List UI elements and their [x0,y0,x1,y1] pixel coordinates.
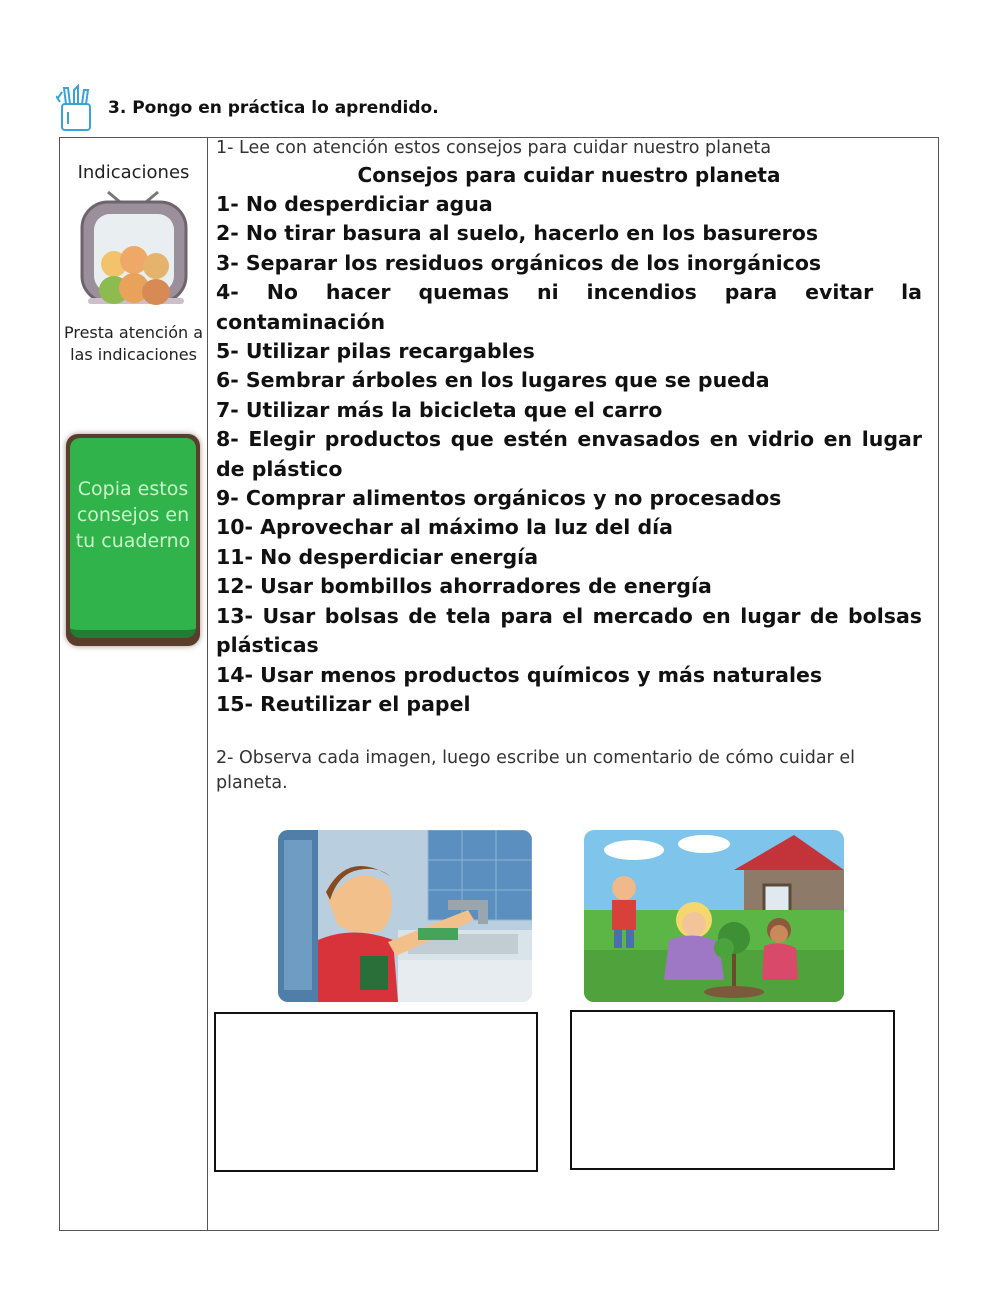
tip-item: 6- Sembrar árboles en los lugares que se pueda [216,368,770,393]
instruction-2: 2- Observa cada imagen, luego escribe un comentario de cómo cuidar el planeta. [216,748,855,793]
kids-watching-tv-icon [78,190,190,324]
answer-box-1[interactable] [214,1012,538,1172]
tip-item: 8- Elegir productos que estén envasados en vidrio en lugar de plástico [216,427,922,481]
pencil-cup-icon [56,84,96,134]
copy-tips-text: Copia estos consejos en tu cuaderno [75,478,191,552]
tip-item: 2- No tirar basura al suelo, hacerlo en los basureros [216,221,819,246]
tip-item: 10- Aprovechar al máximo la luz del día [216,515,673,540]
tip-item: 11- No desperdiciar energía [216,544,539,569]
column-divider [207,138,208,1230]
instruction-1: 1- Lee con atención estos consejos para cuidar nuestro planeta [216,138,772,158]
tips-list [216,190,922,719]
main-content [216,138,922,719]
tip-item: 3- Separar los residuos orgánicos de los inorgánicos [216,250,822,275]
tip-item: 7- Utilizar más la bicicleta que el carro [216,397,663,422]
kids-planting-tree-illustration [584,830,844,1002]
tip-item: 13- Usar bolsas de tela para el mercado en lugar de bolsas plásticas [216,603,922,658]
tip-item: 12- Usar bombillos ahorradores de energía [216,574,712,599]
tip-item: 14- Usar menos productos químicos y más naturales [216,662,823,687]
attention-note: Presta atención a las indicaciones [63,323,204,364]
copy-tips-card-face [70,438,196,638]
tip-item: 4- No hacer quemas ni incendios para evitar la contaminación [216,280,922,334]
indicaciones-label: Indicaciones [77,162,190,183]
answer-box-2[interactable] [570,1010,895,1170]
tip-item: 15- Reutilizar el papel [216,691,471,716]
tips-title: Consejos para cuidar nuestro planeta [357,163,781,187]
tip-item: 1- No desperdiciar agua [216,192,493,216]
tip-item: 5- Utilizar pilas recargables [216,339,535,364]
boy-closing-tap-illustration [278,830,532,1002]
tip-item: 9- Comprar alimentos orgánicos y no procesados [216,486,782,511]
section-title: 3. Pongo en práctica lo aprendido. [108,98,439,118]
worksheet-table [59,137,939,1231]
copy-tips-card [66,434,200,646]
